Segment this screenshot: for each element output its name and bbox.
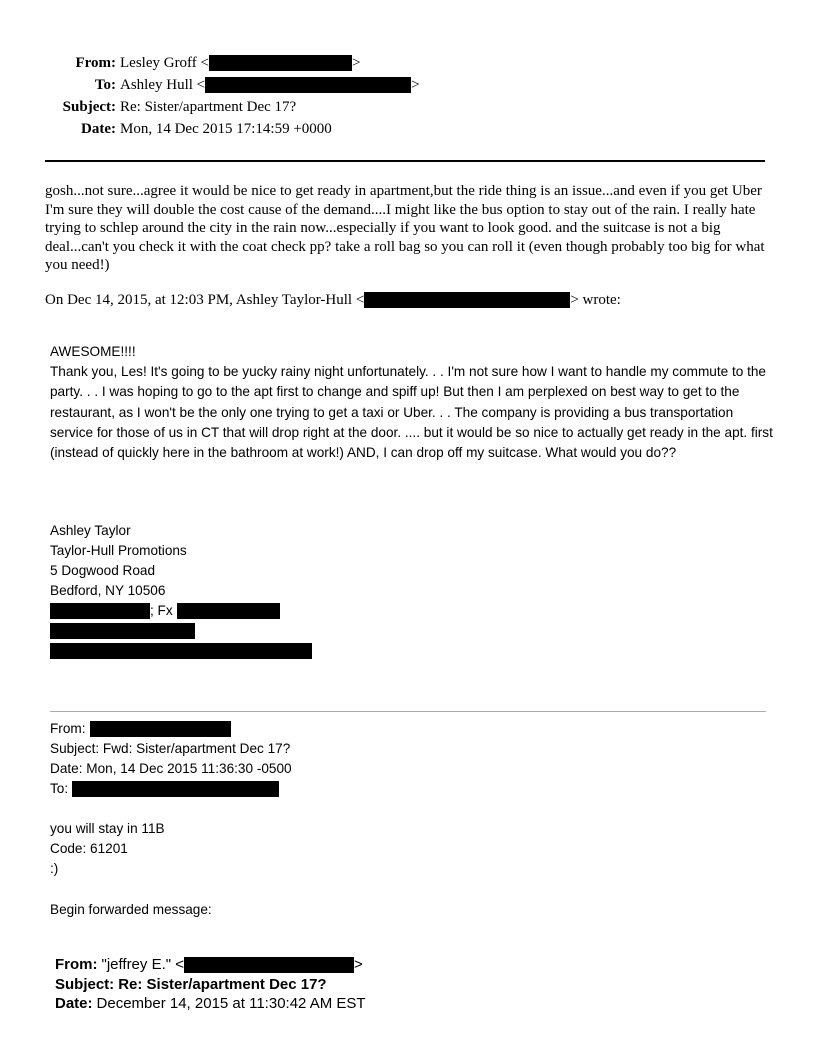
original-date-label: Date:	[55, 995, 93, 1012]
forward-date: Date: Mon, 14 Dec 2015 11:36:30 -0500	[50, 761, 292, 776]
reply-body: gosh...not sure...agree it would be nice to get ready in apartment,but the ride thing is an issue...and even if you get Uber I'm sure they will double the cost cause of the demand....I might like the bus option to stay out of the rain. I really hate trying to schlep around the city in the rain now...especially if you want to look good. and the suitcase is not a big deal...can't you check it with the coat check pp? take a roll bag so you can roll it (even though probably too big for what you need!)	[45, 183, 765, 273]
quoted-body: Thank you, Les! It's going to be yucky rainy night unfortunately. . . I'm not sure how I want to handle my commute to the party. . . I was hoping to go to the apt first to change and spiff up! But then I am perplexed on best way to get to the restaurant, as I won't be the only one trying to get a taxi or Uber. . . The company is providing a bus transportation service for those of us in CT that will drop right at the door. .... but it would be so nice to actually get ready in the apt. first (instead of quickly here in the bathroom at work!) AND, I can drop off my suitcase. What would you do??	[50, 364, 773, 461]
from-label: From:	[75, 55, 116, 71]
from-name: Lesley Groff <	[120, 55, 209, 71]
original-from-label: From:	[55, 956, 98, 973]
date-value: Mon, 14 Dec 2015 17:14:59 +0000	[120, 121, 332, 137]
signature-phone-row	[50, 601, 312, 621]
original-date-row	[55, 994, 366, 1014]
original-from-row	[55, 955, 366, 975]
original-date-value: December 14, 2015 at 11:30:42 AM EST	[96, 995, 366, 1012]
original-header	[55, 955, 366, 1014]
header-subject-row	[0, 96, 420, 118]
to-name: Ashley Hull <	[120, 77, 206, 93]
email-header	[0, 52, 420, 140]
subject-label: Subject:	[62, 99, 116, 115]
forward-from-row	[50, 719, 292, 739]
redacted-email	[364, 292, 570, 308]
begin-forwarded: Begin forwarded message:	[50, 902, 212, 917]
on-wrote-suffix: > wrote:	[570, 292, 621, 308]
to-close: >	[411, 77, 420, 93]
original-subject-value: Re: Sister/apartment Dec 17?	[118, 975, 327, 993]
original-subject-label: Subject:	[55, 975, 115, 993]
original-from-close: >	[354, 956, 363, 973]
signature-company: Taylor-Hull Promotions	[50, 543, 187, 558]
forward-to-label: To:	[50, 781, 69, 796]
forward-from-label: From:	[50, 721, 86, 736]
header-from-row	[0, 52, 420, 74]
forward-line: Code: 61201	[50, 841, 128, 856]
redacted-email	[72, 781, 279, 797]
signature-redacted-row	[50, 641, 312, 661]
redacted-email	[205, 77, 411, 93]
signature-city: Bedford, NY 10506	[50, 583, 166, 598]
header-divider	[45, 160, 765, 162]
redacted-email	[184, 957, 354, 973]
forward-line: you will stay in 11B	[50, 821, 165, 836]
on-wrote-prefix: On Dec 14, 2015, at 12:03 PM, Ashley Taylor-Hull <	[45, 292, 365, 308]
signature-name: Ashley Taylor	[50, 523, 131, 538]
forward-body	[50, 819, 165, 879]
forward-subject: Subject: Fwd: Sister/apartment Dec 17?	[50, 741, 291, 756]
header-date-row	[0, 118, 420, 140]
original-subject-row	[55, 975, 366, 995]
forward-to-row	[50, 779, 292, 799]
forward-line: :)	[50, 861, 59, 876]
on-wrote-line	[45, 290, 621, 310]
redacted-line	[50, 623, 195, 639]
signature-street: 5 Dogwood Road	[50, 563, 156, 578]
redacted-email	[90, 721, 231, 737]
fax-separator: ; Fx	[150, 603, 173, 618]
signature	[50, 521, 312, 661]
signature-redacted-row	[50, 621, 312, 641]
date-label: Date:	[81, 121, 116, 137]
original-from-value: "jeffrey E." <	[101, 956, 184, 973]
quoted-greeting: AWESOME!!!!	[50, 344, 136, 359]
to-label: To:	[94, 77, 116, 93]
header-to-row	[0, 74, 420, 96]
forward-header	[50, 719, 292, 799]
redacted-line	[50, 643, 312, 659]
quoted-message	[50, 342, 775, 463]
forward-divider	[50, 711, 766, 712]
from-close: >	[352, 55, 361, 71]
subject-value: Re: Sister/apartment Dec 17?	[120, 99, 297, 115]
redacted-email	[209, 55, 352, 71]
redacted-fax	[177, 603, 280, 619]
redacted-phone	[50, 603, 150, 619]
